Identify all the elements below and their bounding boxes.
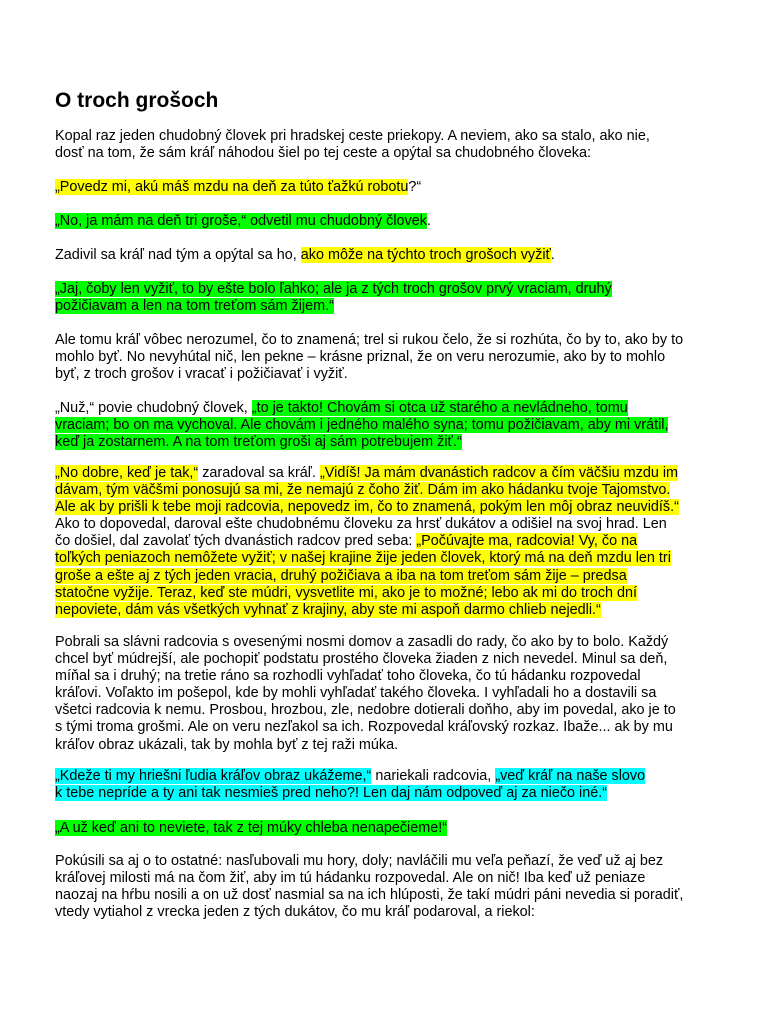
text-line: [55, 853, 745, 870]
text-line: [55, 785, 745, 802]
highlighted-text: „to je takto! Chovám si otca už starého a nevládneho, tomu: [251, 400, 628, 416]
text-line: [55, 400, 745, 417]
text-line: [55, 768, 745, 785]
text-line: [55, 702, 745, 719]
text-run: Ako to dopovedal, daroval ešte chudobnému človeku za hrsť dukátov a odišiel na svoj hrad. Len: [55, 516, 667, 533]
text-run: Ale tomu kráľ vôbec nerozumel, čo to znamená; trel si rukou čelo, že si rozhúta, čo by to, ako by to: [55, 332, 684, 348]
text-line: [55, 128, 745, 145]
text-run: Zadivil sa kráľ nad tým a opýtal sa ho,: [55, 247, 301, 263]
text-run: mohlo byť. No nevyhútal nič, len pekne – krásne priznal, že on veru nerozumie, ako by to mohlo: [55, 349, 666, 366]
highlighted-text: nepoviete, dám vás všetkých vyhnať z krajiny, aby ste mi aspoň darmo chlieb nejedli.“: [55, 601, 601, 618]
paragraph-6: [55, 332, 745, 383]
paragraph-5: [55, 281, 745, 315]
highlighted-text: „Kdeže ti my hriešni ľudia kráľov obraz ukážeme,“: [55, 768, 372, 784]
text-line: [55, 737, 745, 754]
text-line: [55, 550, 745, 567]
highlighted-text: groše a ešte aj z tých jeden vracia, druhý požičiava a iba na tom treťom sám žije – predsa: [55, 567, 627, 584]
text-line: [55, 213, 745, 230]
text-run: čo došiel, dal zavolať tých dvanástich radcov pred seba:: [55, 533, 417, 550]
paragraph-1: [55, 128, 745, 162]
paragraph-10: [55, 768, 745, 802]
highlighted-text: „Povedz mi, akú máš mzdu na deň za túto ťažkú robotu: [55, 179, 409, 195]
highlighted-text: toľkých peniazoch nemôžete vyžiť; v našej krajine žije jeden človek, ktorý má na deň mzdu len tri: [55, 550, 671, 567]
highlighted-text: keď ja zostarnem. A na tom treťom groši aj sám potrebujem žiť.“: [55, 434, 462, 451]
text-run: naozaj na hŕbu nosili a on už dosť nasmial sa na ich hlúposti, že takí múdri páni nevedia si poradiť,: [55, 887, 684, 904]
text-line: [55, 366, 745, 383]
document-title: O troch grošoch: [55, 89, 219, 112]
paragraph-2: [55, 179, 745, 196]
text-run: Pobrali sa slávni radcovia s ovesenými nosmi domov a zasadli do rady, čo ako by to bolo. Každý: [55, 634, 669, 650]
text-line: [55, 685, 745, 702]
text-line: [55, 602, 745, 619]
text-run: „Nuž,“ povie chudobný človek,: [55, 400, 252, 416]
text-line: [55, 247, 745, 264]
text-line: [55, 281, 745, 298]
highlighted-text: dávam, tým väčšmi ponosujú sa mi, že nemajú z čoho žiť. Dám im ako hádanku tvoje Tajomstvo.: [55, 482, 671, 499]
text-line: [55, 499, 745, 516]
text-run: míňal sa i druhý; na tretie ráno sa rozhodli vyhľadať toho človeka, čo tú hádanku rozpovedal: [55, 668, 641, 685]
text-run: .: [426, 213, 431, 229]
text-line: [55, 332, 745, 349]
text-line: [55, 516, 745, 533]
highlighted-text: „Jaj, čoby len vyžiť, to by ešte bolo ľahko; ale ja z tých troch grošov prvý vraciam, druhý: [55, 281, 612, 297]
text-run: všetci radcovia k nemu. Prosbou, hrozbou, zle, nedobre dotierali doňho, aby im povedal, ako je to: [55, 702, 676, 719]
paragraph-3: [55, 213, 745, 230]
text-run: ?“: [408, 179, 422, 195]
text-run: kráľov obraz ukázali, tak by mohla byť z tej raži múka.: [55, 736, 399, 753]
paragraph-12: [55, 853, 745, 921]
text-line: [55, 668, 745, 685]
paragraph-7: [55, 400, 745, 451]
highlighted-text: „veď kráľ na naše slovo: [495, 768, 646, 784]
text-line: [55, 904, 745, 921]
text-run: s tými troma grošmi. Ale on veru nezľakol sa ich. Rozpovedal kráľovský rozkaz. Ibaže... ak by mu: [55, 719, 673, 736]
text-line: [55, 719, 745, 736]
text-line: [55, 145, 745, 162]
text-run: Pokúsili sa aj o to ostatné: nasľubovali mu hory, doly; navláčili mu veľa peňazí, že veď už aj bez: [55, 853, 664, 869]
highlighted-text: „Počúvajte ma, radcovia! Vy, čo na: [416, 533, 638, 550]
paragraph-4: [55, 247, 745, 264]
text-line: [55, 870, 745, 887]
text-run: byť, z troch grošov i vracať i požičiavať i vyžiť.: [55, 366, 348, 383]
text-run: Kopal raz jeden chudobný človek pri hradskej ceste priekopy. A neviem, ako sa stalo, ako nie,: [55, 128, 650, 144]
highlighted-text: k tebe nepríde a ty ani tak nesmieš pred neho?! Len daj nám odpoveď aj za niečo iné.“: [55, 785, 608, 802]
text-run: vtedy vytiahol z vrecka jeden z tých dukátov, čo mu kráľ podaroval, a riekol:: [55, 904, 535, 921]
text-run: kráľovi. Voľakto im pošepol, kde by mohli vyhľadať takého človeka. I vyhľadali ho a dostavili sa: [55, 685, 657, 702]
text-line: [55, 179, 745, 196]
text-run: .: [550, 247, 555, 263]
paragraph-8: [55, 465, 745, 619]
text-line: [55, 634, 745, 651]
text-line: [55, 585, 745, 602]
highlighted-text: „A už keď ani to neviete, tak z tej múky chleba nenapečieme!“: [55, 820, 448, 836]
highlighted-text: vraciam; bo on ma vychoval. Ale chovám i jedného malého syna; tomu požičiavam, aby mi vrátil,: [55, 417, 669, 434]
highlighted-text: „No dobre, keď je tak,“: [55, 465, 199, 481]
highlighted-text: „No, ja mám na deň tri groše,“ odvetil mu chudobný človek: [55, 213, 427, 229]
paragraph-11: [55, 820, 745, 837]
text-line: [55, 887, 745, 904]
text-line: [55, 349, 745, 366]
text-run: dosť na tom, že sám kráľ náhodou šiel po tej ceste a opýtal sa chudobného človeka:: [55, 145, 591, 162]
text-line: [55, 533, 745, 550]
highlighted-text: statočne vyžije. Teraz, keď ste múdri, vysvetlite mi, ako je to možné; lebo ak mi do troch dní: [55, 584, 638, 601]
text-line: [55, 482, 745, 499]
text-line: [55, 651, 745, 668]
highlighted-text: ako môže na týchto troch grošoch vyžiť: [300, 247, 551, 263]
text-run: chcel byť múdrejší, ale pochopiť podstatu prostého človeka žiaden z nich nevedel. Minul sa deň,: [55, 651, 668, 668]
text-line: [55, 298, 745, 315]
highlighted-text: požičiavam a len na tom treťom sám žijem.“: [55, 298, 334, 315]
text-line: [55, 465, 745, 482]
highlighted-text: „Vidíš! Ja mám dvanástich radcov a čím väčšiu mzdu im: [320, 465, 679, 481]
text-line: [55, 417, 745, 434]
text-run: kráľovej milosti má na čom žiť, aby im tú hádanku rozpovedal. Ale on nič! Iba keď už peniaze: [55, 870, 646, 887]
paragraph-9: [55, 634, 745, 754]
text-line: [55, 568, 745, 585]
text-line: [55, 434, 745, 451]
text-run: zaradoval sa kráľ.: [198, 465, 320, 481]
highlighted-text: Ale ak by prišli k tebe moji radcovia, nepovedz im, čo to znamená, pokým len môj obraz neuvidíš.“: [55, 499, 679, 516]
text-run: nariekali radcovia,: [371, 768, 496, 784]
text-line: [55, 820, 745, 837]
